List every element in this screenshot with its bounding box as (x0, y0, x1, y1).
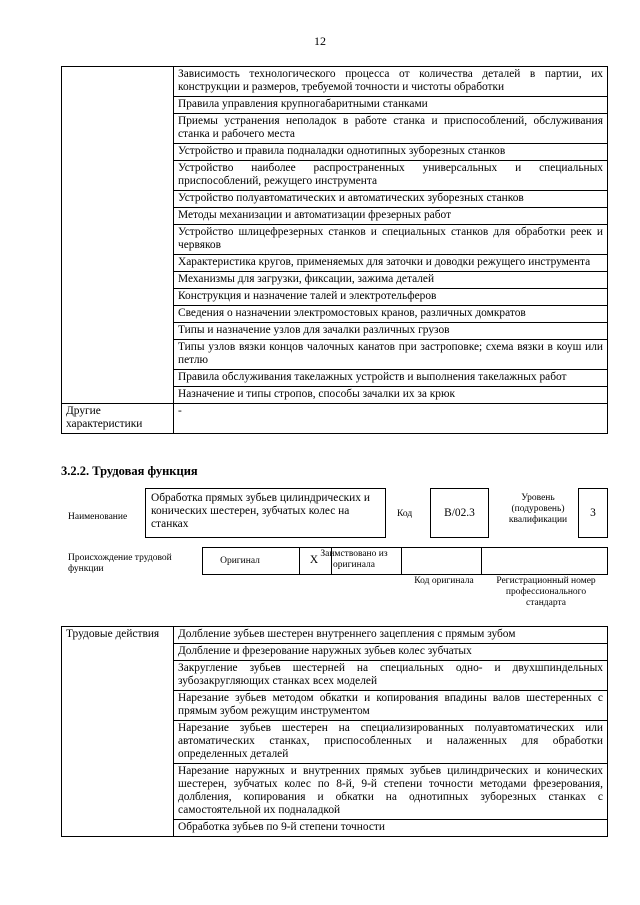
knowledge-label-cell (62, 97, 174, 114)
knowledge-label-cell (62, 289, 174, 306)
knowledge-item: Типы узлов вязки концов чалочных канатов при застроповке; схема вязки в коуш или петлю (174, 340, 608, 370)
reg-caption: Регистрационный номер профессионального стандарта (496, 576, 596, 608)
knowledge-row (62, 191, 608, 208)
work-actions-table (61, 626, 608, 837)
knowledge-label-cell (62, 255, 174, 272)
knowledge-label-cell (62, 387, 174, 404)
knowledge-label-cell (62, 272, 174, 289)
other-characteristics-label: Другие характеристики (62, 404, 174, 434)
work-action-item: Обработка зубьев по 9-й степени точности (174, 820, 608, 837)
knowledge-item: Конструкция и назначение талей и электротельферов (174, 289, 608, 306)
knowledge-row (62, 161, 608, 191)
origin-label: Происхождение трудовой функции (68, 553, 172, 574)
knowledge-label-cell (62, 340, 174, 370)
knowledge-item: Механизмы для загрузки, фиксации, зажима деталей (174, 272, 608, 289)
knowledge-label-cell (62, 161, 174, 191)
knowledge-table (61, 66, 608, 434)
knowledge-label-cell (62, 370, 174, 387)
knowledge-item: Характеристика кругов, применяемых для заточки и доводки режущего инструмента (174, 255, 608, 272)
knowledge-row (62, 67, 608, 97)
work-action-item: Нарезание зубьев шестерен на специализированных полуавтоматических или автоматических станках, приспособленных и налаженных для обработки определенных деталей (174, 721, 608, 764)
knowledge-item: Типы и назначение узлов для зачалки различных грузов (174, 323, 608, 340)
knowledge-item: Устройство шлицефрезерных станков и специальных станков для обработки реек и червяков (174, 225, 608, 255)
section-title: 3.2.2. Трудовая функция (61, 464, 198, 478)
knowledge-item: Правила обслуживания такелажных устройств и выполнения такелажных работ (174, 370, 608, 387)
knowledge-row (62, 340, 608, 370)
knowledge-label-cell (62, 225, 174, 255)
knowledge-label-cell (62, 67, 174, 97)
work-action-item: Закругление зубьев шестерней на специальных одно- и двухшпиндельных зубозакругляющих станках всех моделей (174, 661, 608, 691)
knowledge-row (62, 323, 608, 340)
knowledge-item: Устройство и правила подналадки однотипных зуборезных станков (174, 144, 608, 161)
knowledge-row (62, 272, 608, 289)
code-value: B/02.3 (444, 507, 475, 519)
knowledge-label-cell (62, 323, 174, 340)
code-caption: Код оригинала (414, 576, 474, 586)
knowledge-item: Назначение и типы стропов, способы зачалки их за крюк (174, 387, 608, 404)
code-box (430, 488, 489, 538)
name-label: Наименование (68, 512, 128, 522)
knowledge-row (62, 97, 608, 114)
knowledge-item: Сведения о назначении электромостовых кранов, различных домкратов (174, 306, 608, 323)
other-characteristics-value: - (174, 404, 608, 434)
knowledge-label-cell (62, 144, 174, 161)
knowledge-item: Методы механизации и автоматизации фрезерных работ (174, 208, 608, 225)
work-action-item: Долбление и фрезерование наружных зубьев колес зубчатых (174, 644, 608, 661)
knowledge-item: Зависимость технологического процесса от количества деталей в партии, их конструкции и размеров, требуемой точности и чистоты обработки (174, 67, 608, 97)
level-box (578, 488, 608, 538)
name-value: Обработка прямых зубьев цилиндрических и конических шестерен, зубчатых колес на станках (151, 492, 370, 530)
work-action-row (62, 627, 608, 644)
work-actions-label: Трудовые действия (62, 627, 174, 837)
original-mark: X (309, 554, 319, 566)
knowledge-row (62, 114, 608, 144)
level-label: Уровень (подуровень) квалификации (508, 493, 568, 525)
page-number: 12 (314, 34, 326, 48)
knowledge-label-cell (62, 191, 174, 208)
knowledge-label-cell (62, 208, 174, 225)
level-value: 3 (590, 507, 596, 519)
knowledge-label-cell (62, 114, 174, 144)
knowledge-row (62, 370, 608, 387)
knowledge-row (62, 255, 608, 272)
knowledge-row (62, 387, 608, 404)
knowledge-row (62, 306, 608, 323)
borrowed-label: Заимствовано из оригинала (320, 549, 388, 570)
knowledge-item: Приемы устранения неполадок в работе станка и приспособлений, обслуживания станка и рабочего места (174, 114, 608, 144)
knowledge-label-cell (62, 306, 174, 323)
knowledge-item: Правила управления крупногабаритными станками (174, 97, 608, 114)
code-label: Код (397, 509, 413, 519)
work-action-item: Нарезание наружных и внутренних прямых зубьев цилиндрических и конических шестерен, зубчатых колес по 8-й, 9-й степени точности методами фрезерования, долбления, копирования и обкатки на однотипных зуборезных станках с самостоятельной их подналадкой (174, 764, 608, 820)
knowledge-item: Устройство полуавтоматических и автоматических зуборезных станков (174, 191, 608, 208)
knowledge-item: Устройство наиболее распространенных универсальных и специальных приспособлений, режущего инструмента (174, 161, 608, 191)
knowledge-row (62, 289, 608, 306)
original-label: Оригинал (220, 556, 260, 566)
work-action-item: Нарезание зубьев методом обкатки и копирования впадины валов шестеренных с прямым зубом режущим инструментом (174, 691, 608, 721)
other-characteristics-row (62, 404, 608, 434)
work-action-item: Долбление зубьев шестерен внутреннего зацепления с прямым зубом (174, 627, 608, 644)
knowledge-row (62, 208, 608, 225)
knowledge-row (62, 144, 608, 161)
knowledge-row (62, 225, 608, 255)
name-box (145, 488, 386, 538)
